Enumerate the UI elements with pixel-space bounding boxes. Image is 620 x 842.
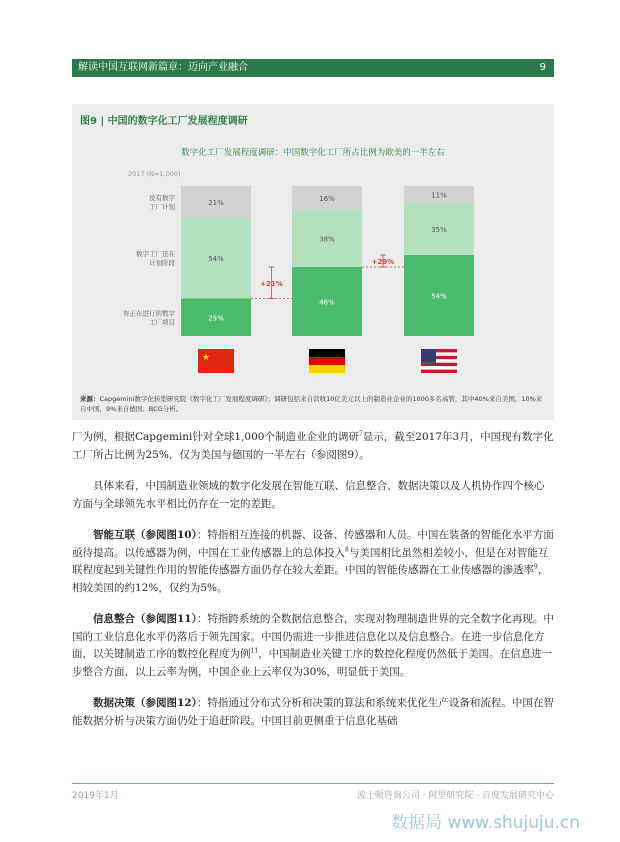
- data-label: 54%: [431, 292, 447, 301]
- annotation-label: +29%: [371, 258, 395, 266]
- figure-title: 图9 | 中国的数字化工厂发展程度调研: [80, 116, 248, 127]
- legend-entry: 有正在进行的数字工厂项目: [123, 309, 175, 327]
- usa-flag-icon: [421, 349, 436, 363]
- header-title: 解读中国互联网新篇章：迈向产业融合: [78, 62, 248, 73]
- germany-flag-icon: [309, 357, 345, 365]
- usa-flag-icon: [421, 370, 457, 373]
- usa-flag-icon: [421, 366, 457, 369]
- figure-source: [80, 394, 546, 414]
- paragraph-2: 具体来看，中国制造业领域的数字化发展在智能互联、信息整合、数据决策以及人机协作四个核心方面与全球领先水平相比仍存在一定的差距。: [72, 480, 545, 510]
- data-label: 21%: [208, 198, 224, 207]
- footer-divider: [72, 783, 554, 784]
- source-label: 来源：: [80, 395, 100, 403]
- chart-subtitle: 2017 (N≈1,000): [128, 170, 181, 178]
- data-label: 54%: [208, 255, 224, 263]
- paragraph-4: 信息整合（参阅图11）：特指跨系统的全数据信息整合，实现对物理制造世界的完全数字化再现。中国的工业信息化水平仍落后于领先国家。中国仍需进一步推进信息化以及信息整合。在进一步信息化方面，以关键制造工序的数控化程度为例$^{11}$，中国制造业关键工序的数控化程度仍然低于美国。在信息进一步整合方面，以上云率为例，中国企业上云率仅为30%，明显低于美国。: [72, 613, 554, 678]
- usa-flag-icon: [421, 363, 457, 366]
- chart-title: 数字化工厂发展程度调研：中国数字化工厂所占比例为欧美的一半左右: [181, 148, 445, 158]
- footer-date: 2019年1月: [72, 791, 119, 801]
- data-label: 16%: [319, 195, 335, 203]
- paragraph-3: 智能互联（参阅图10）：特指相互连接的机器、设备、传感器和人员。中国在装备的智能化水平方面亟待提高。以传感器为例，中国在工业传感器上的总体投入$^8$与美国相比虽然相差较小，但是在对智能互联程度起到关键性作用的智能传感器方面仍存在较大差距。中国的智能传感器在工业传感器的渗透率$^9$，相较美国的约12%，仅约为5%。: [72, 529, 554, 594]
- data-label: 11%: [431, 191, 447, 200]
- watermark: 数据局 www.shujuju.cn: [391, 813, 580, 833]
- paragraph-5: 数据决策（参阅图12）：特指通过分布式分析和决策的算法和系统来优化生产设备和流程。中国在智能数据分析与决策方面仍处于追赶阶段。中国目前更侧重于信息化基础: [72, 697, 554, 727]
- body-text: [72, 429, 554, 744]
- page-header: [72, 59, 554, 77]
- data-label: 38%: [319, 235, 335, 244]
- flag-star-icon: ★: [201, 353, 211, 363]
- source-text: Capgemini数字化转型研究院《数字化工厂发展程度调研》；调研包括来自营收10亿美元以上的制造业企业的1000多名高管，其中40%来自美国，10%来自中国，9%来自德国；BCG分析。: [80, 395, 543, 413]
- germany-flag-icon: [309, 365, 345, 373]
- page-number: 9: [539, 62, 546, 73]
- data-label: 46%: [319, 298, 335, 307]
- data-label: 25%: [208, 314, 224, 323]
- footer-orgs: 波士顿咨询公司 · 阿里研究院 · 百度发展研究中心: [356, 791, 554, 801]
- annotation-label: +21%: [260, 279, 283, 288]
- paragraph-1: 厂为例，根据Capgemini针对全球1,000个制造业企业的调研$^7$显示，截至2017年3月，中国现有数字化工厂所占比例为25%，仅为美国与德国的一半左右（参阅图9）。: [72, 430, 554, 461]
- germany-flag-icon: [309, 349, 345, 357]
- figure-panel: [72, 104, 554, 420]
- legend-entry: 数字工厂还在计划阶段: [136, 250, 175, 267]
- stacked-bar-chart: [72, 104, 554, 390]
- data-label: 35%: [431, 225, 447, 234]
- legend-entry: 没有数字工厂计划: [149, 193, 175, 211]
